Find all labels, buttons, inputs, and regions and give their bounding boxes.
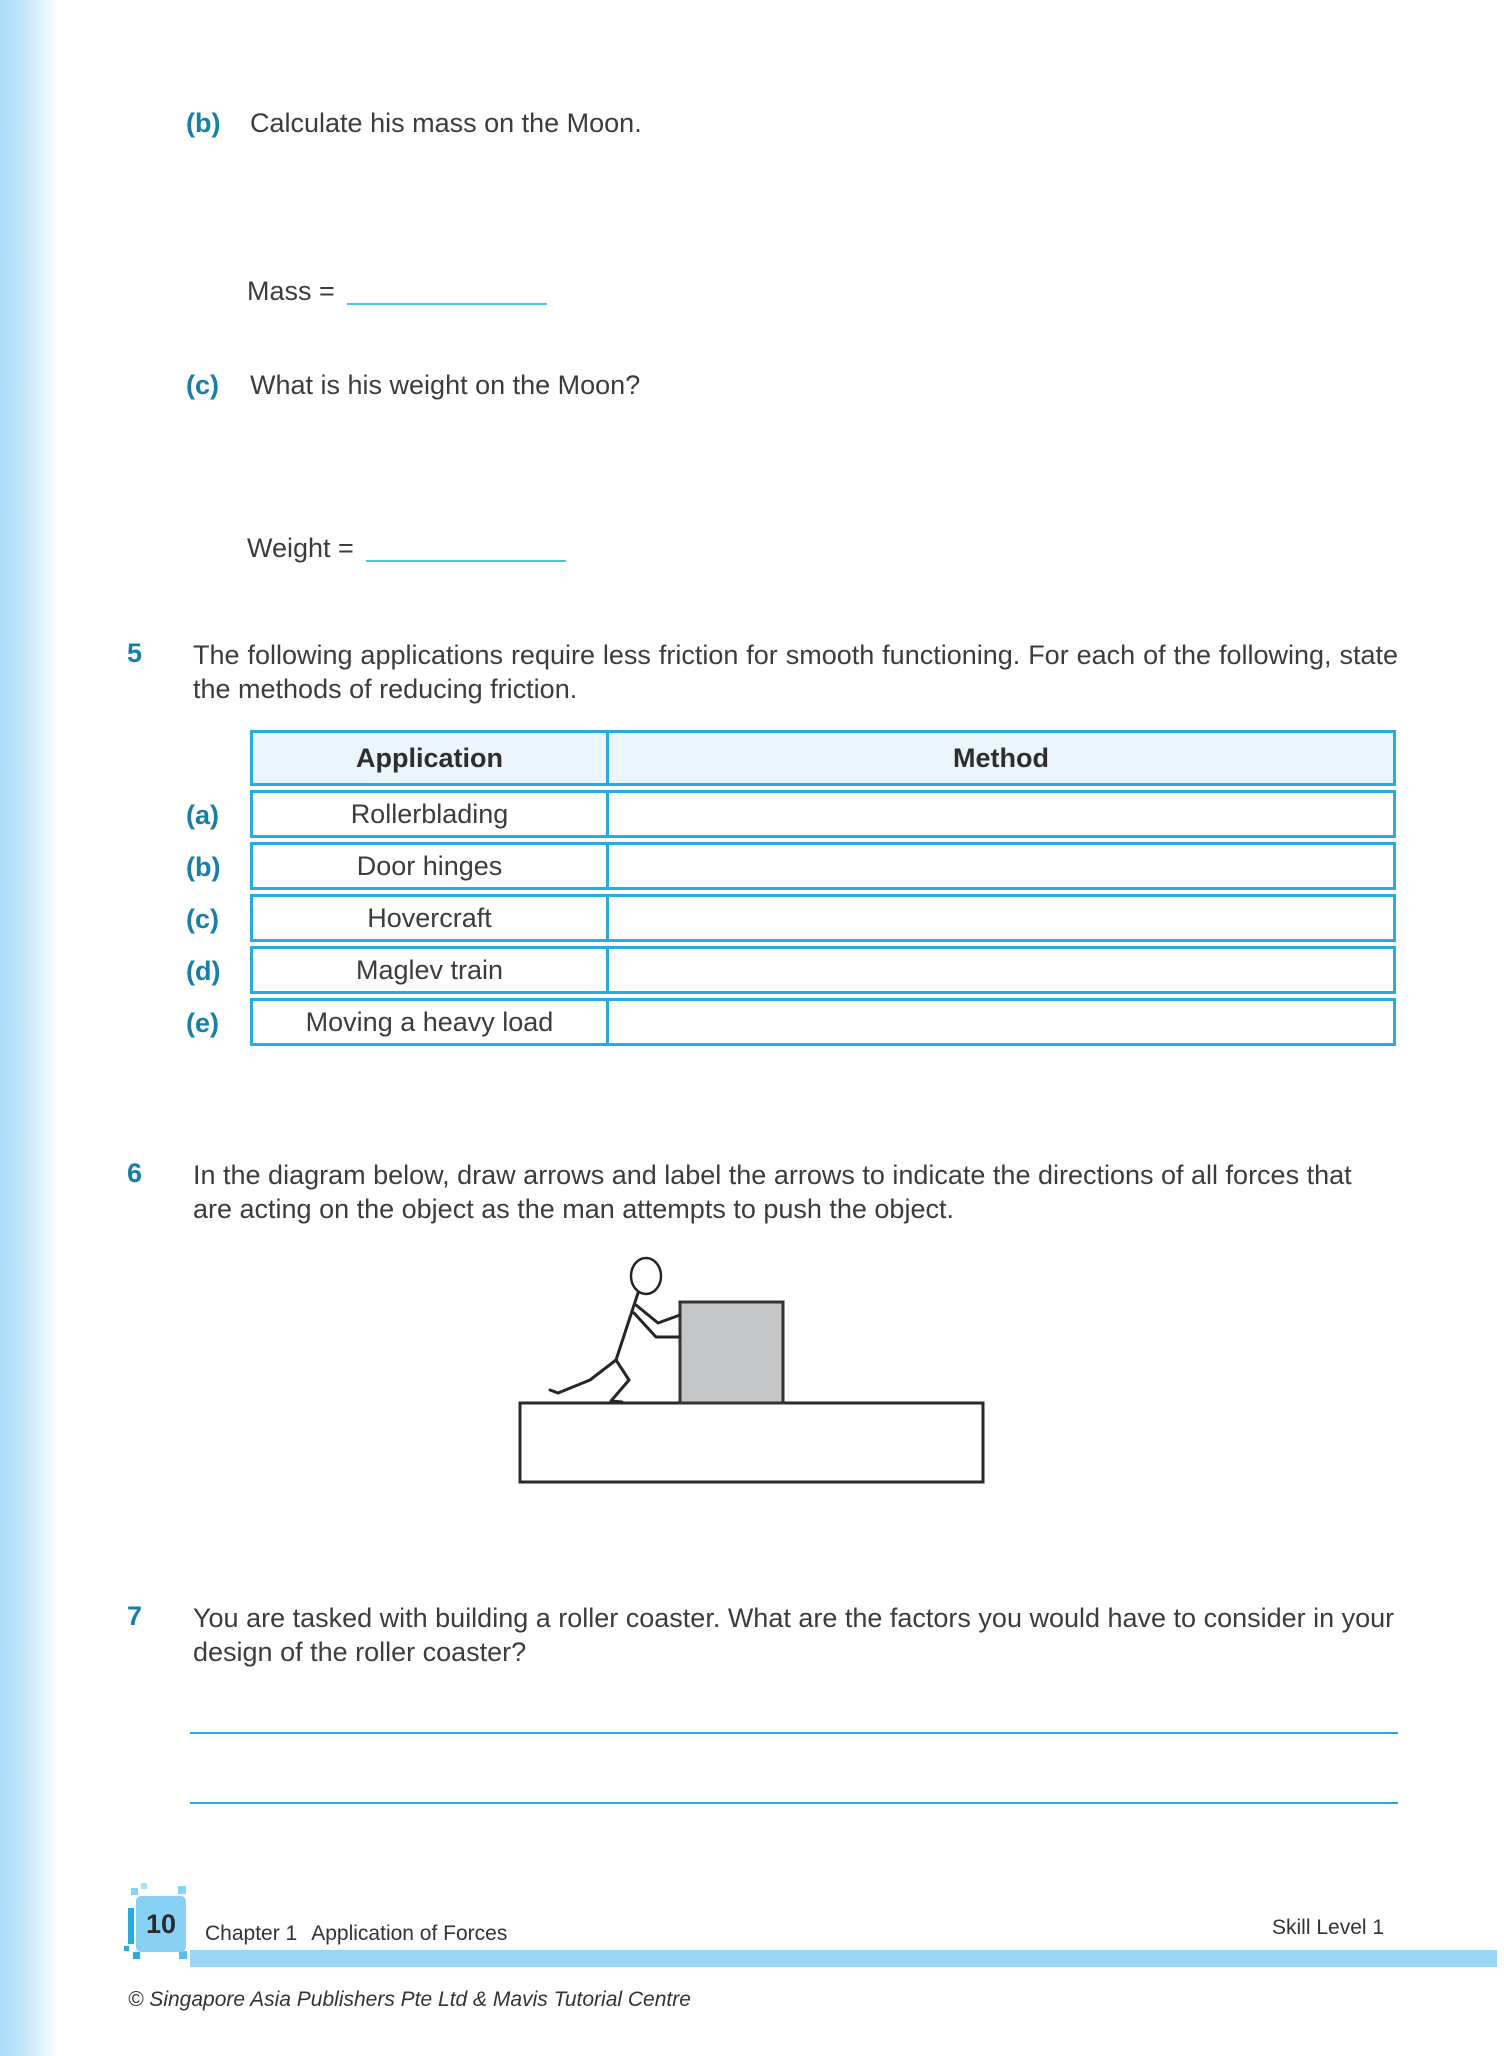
application-cell: Moving a heavy load	[253, 1001, 609, 1043]
friction-table-header-row	[250, 730, 1396, 786]
page-number-badge: 10	[136, 1896, 186, 1952]
row-a-label: (a)	[186, 800, 219, 830]
application-cell: Rollerblading	[253, 793, 609, 835]
stick-man-torso	[616, 1293, 638, 1360]
part-c-label: (c)	[186, 370, 219, 400]
method-column-header: Method	[953, 742, 1049, 773]
question-6-number: 6	[127, 1158, 143, 1188]
badge-pixel	[141, 1883, 147, 1889]
row-e-label: (e)	[186, 1008, 219, 1038]
mass-answer-blank[interactable]	[347, 276, 547, 305]
method-cell[interactable]	[609, 949, 1393, 991]
part-c-question: What is his weight on the Moon?	[250, 370, 641, 400]
question-5-number: 5	[127, 638, 143, 668]
method-cell[interactable]	[609, 845, 1393, 887]
question-7-number: 7	[127, 1601, 143, 1631]
badge-accent-bar	[128, 1908, 134, 1944]
method-cell[interactable]	[609, 897, 1393, 939]
answer-line[interactable]	[190, 1732, 1398, 1734]
row-c-label: (c)	[186, 904, 219, 934]
row-d-label: (d)	[186, 956, 221, 986]
left-edge-stripe	[0, 0, 58, 2056]
table-row	[250, 946, 1396, 994]
answer-line[interactable]	[190, 1802, 1398, 1804]
application-cell: Hovercraft	[253, 897, 609, 939]
badge-pixel	[178, 1886, 186, 1894]
badge-pixel	[133, 1952, 140, 1959]
platform	[520, 1403, 983, 1482]
badge-pixel	[131, 1888, 138, 1895]
footer-bar	[190, 1950, 1497, 1967]
table-row	[250, 998, 1396, 1046]
stick-man-head	[631, 1258, 661, 1294]
friction-table	[250, 730, 1396, 1050]
force-diagram[interactable]	[490, 1255, 1010, 1500]
stick-man-front-leg	[611, 1360, 629, 1402]
mass-answer-row	[247, 276, 547, 307]
application-cell: Maglev train	[253, 949, 609, 991]
method-cell[interactable]	[609, 793, 1393, 835]
weight-answer-blank[interactable]	[366, 533, 566, 562]
part-b-label: (b)	[186, 108, 221, 138]
chapter-label: Chapter 1	[205, 1922, 298, 1945]
question-6-text: In the diagram below, draw arrows and label the arrows to indicate the directions of all forces that are acting on the object as the man attempts to push the object.	[193, 1160, 1352, 1224]
question-7-text: You are tasked with building a roller coaster. What are the factors you would have to consider in your design of the roller coaster?	[193, 1603, 1395, 1667]
table-row	[250, 842, 1396, 890]
mass-label: Mass =	[247, 276, 335, 306]
application-cell: Door hinges	[253, 845, 609, 887]
table-row	[250, 790, 1396, 838]
copyright-line: © Singapore Asia Publishers Pte Ltd & Mavis Tutorial Centre	[128, 1988, 691, 2011]
question-5-text: The following applications require less friction for smooth functioning. For each of the following, state the methods of reducing friction.	[193, 640, 1398, 704]
stick-man-back-leg	[550, 1360, 616, 1393]
method-cell[interactable]	[609, 1001, 1393, 1043]
table-row	[250, 894, 1396, 942]
chapter-title: Application of Forces	[311, 1922, 508, 1945]
weight-label: Weight =	[247, 533, 354, 563]
pushed-box	[680, 1302, 783, 1403]
stick-man	[550, 1258, 680, 1402]
badge-pixel	[124, 1946, 129, 1951]
chapter-reference	[205, 1922, 507, 1946]
part-b-question: Calculate his mass on the Moon.	[250, 108, 642, 138]
skill-level-label: Skill Level 1	[1272, 1916, 1385, 1939]
row-b-label: (b)	[186, 852, 221, 882]
application-column-header: Application	[253, 733, 609, 783]
weight-answer-row	[247, 533, 566, 564]
badge-pixel	[179, 1951, 187, 1959]
